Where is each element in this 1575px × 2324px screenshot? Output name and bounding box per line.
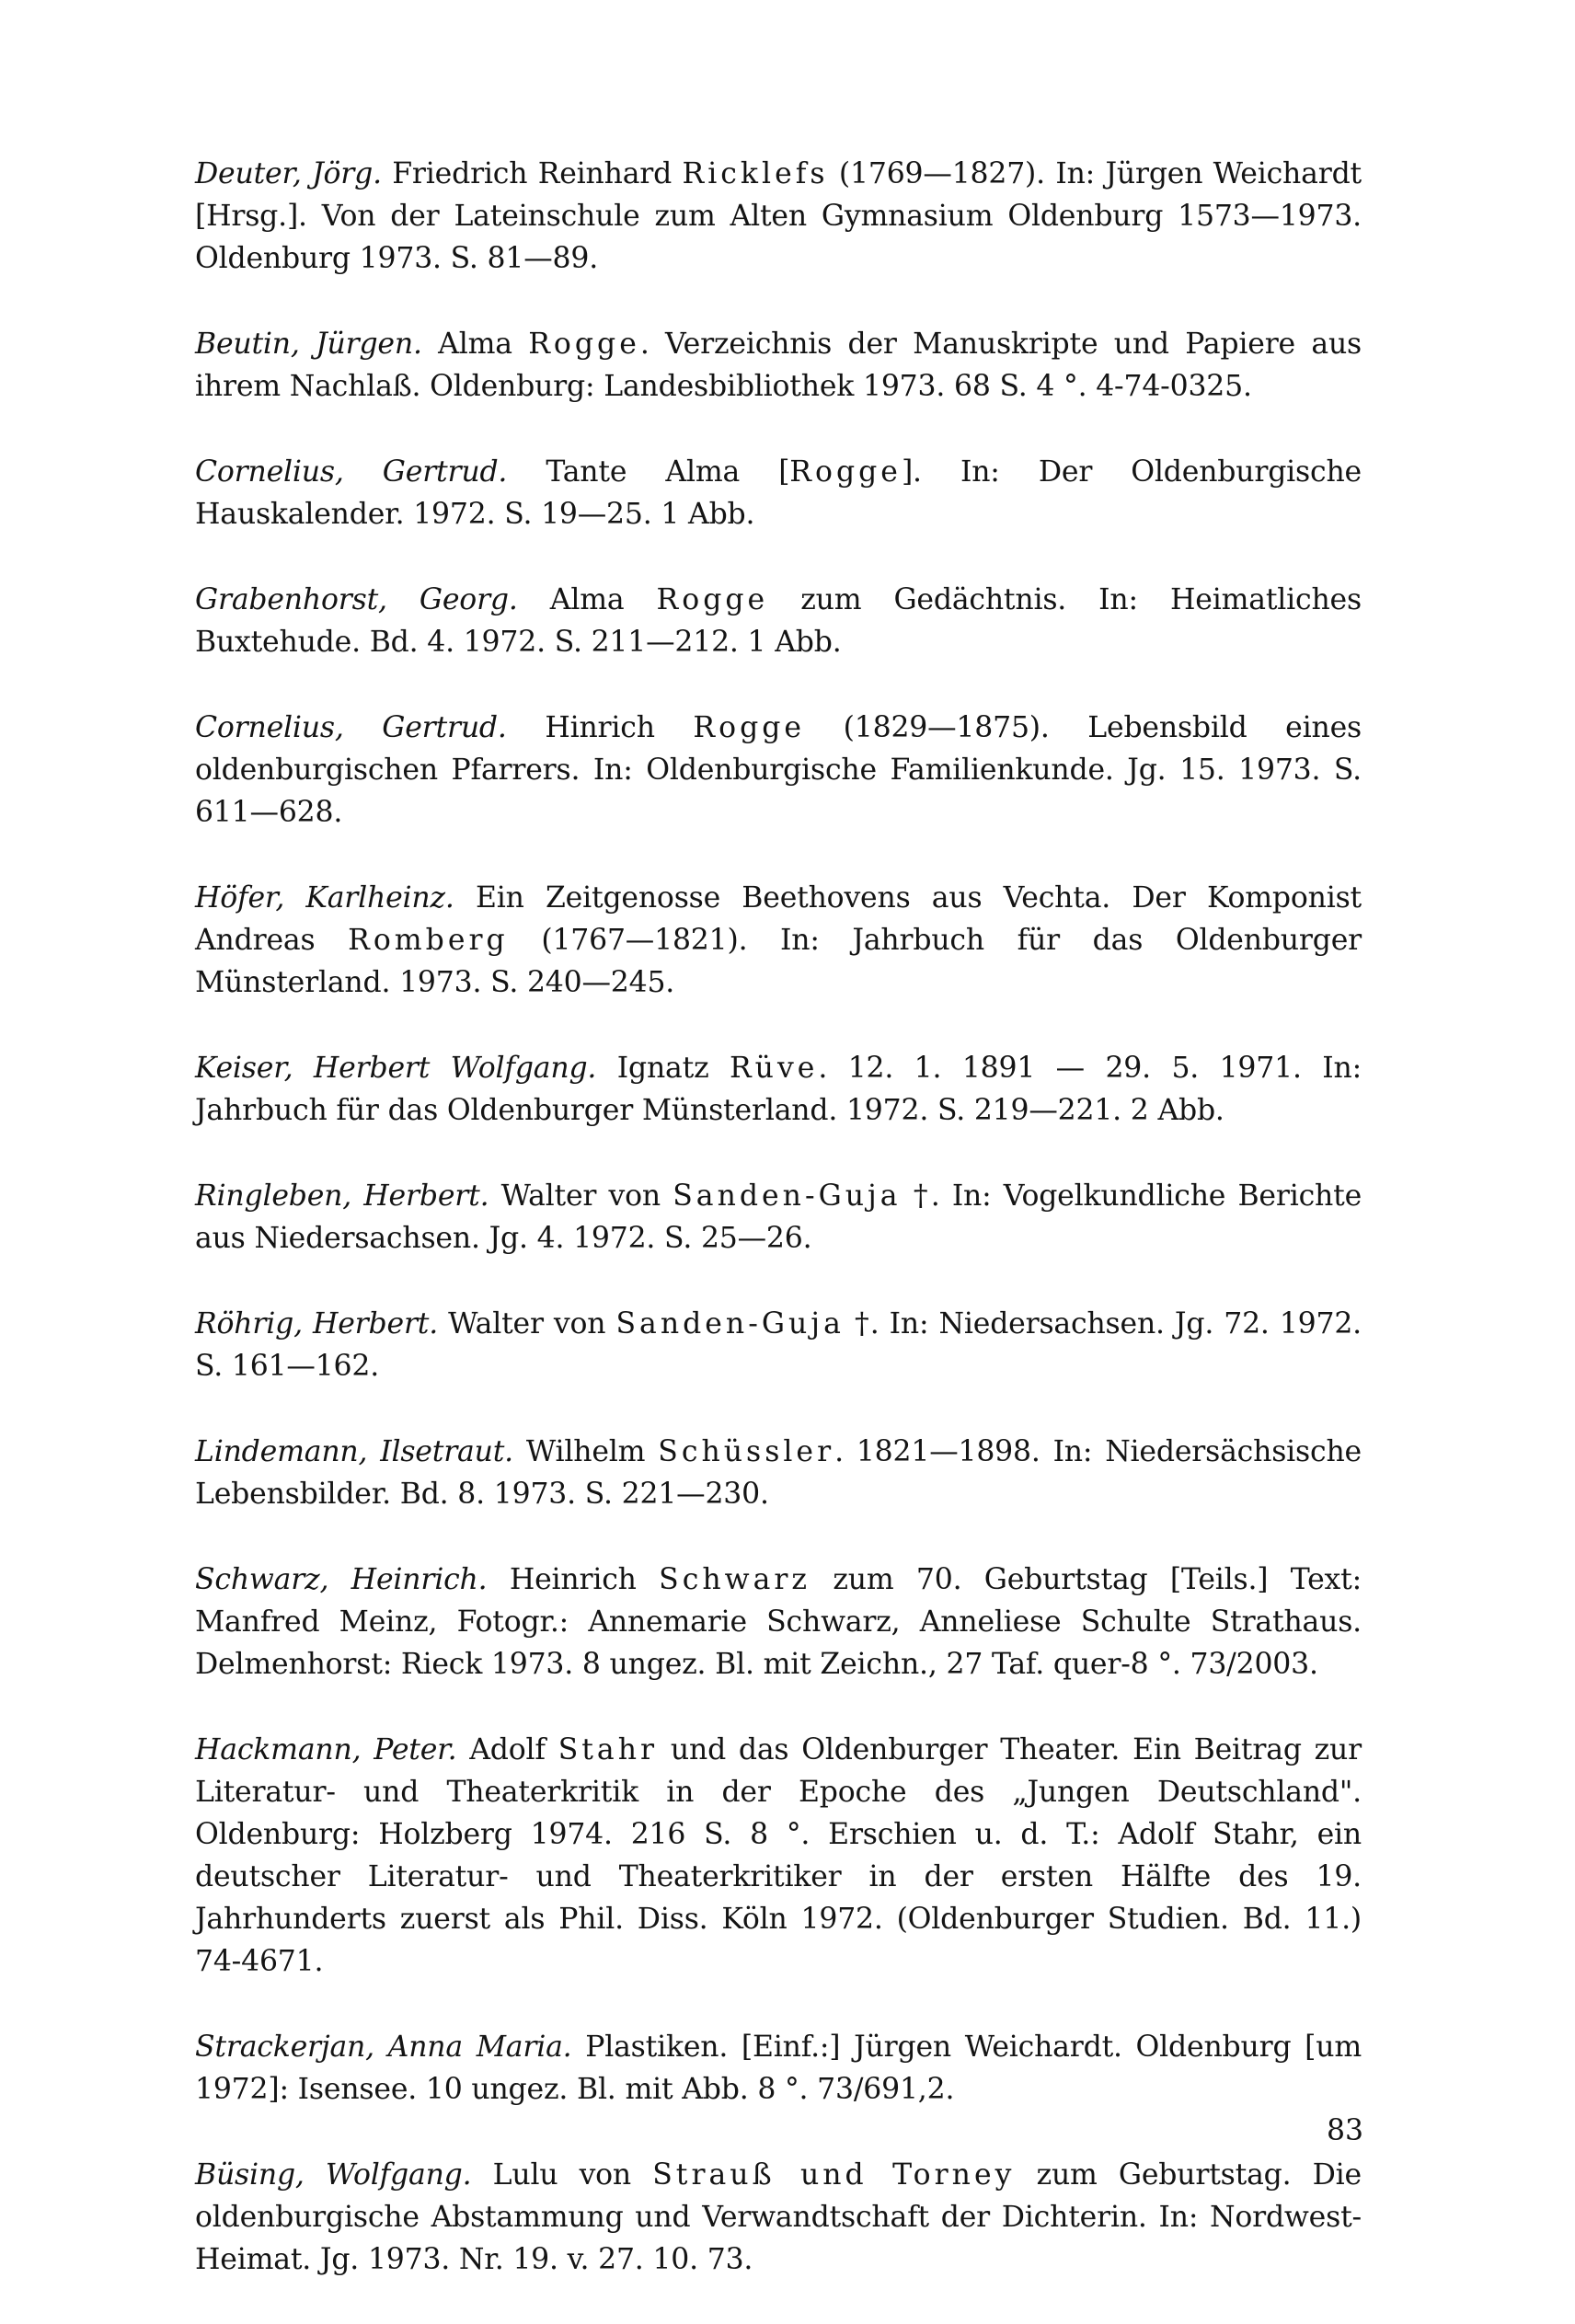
entry-title-start: Lulu von [492,2158,653,2192]
entry-author: Lindemann, Ilsetraut. [195,1435,513,1468]
bibliography-entry [195,323,1362,408]
entry-title-rest: ]. In: Der Oldenburgische Hauskalender. 1972. S. 19—25. 1 Abb. [195,455,1362,531]
entry-title-start: Friedrich Reinhard [392,157,683,190]
entry-text [195,579,1362,663]
bibliography-entry [195,2154,1362,2281]
bibliography-list [195,153,1362,2324]
entry-title-rest: . Verzeichnis der Manuskripte und Papiere aus ihrem Nachlaß. Oldenburg: Landesbibliothek 1973. 68 S. 4 °. 4-74-0325. [195,328,1362,403]
entry-subject-name: Strauß und Torney [652,2158,1016,2192]
entry-title-start: Wilhelm [525,1435,659,1468]
entry-title-start: Alma [438,328,529,361]
entry-title-start: Plastiken. [Einf.:] Jürgen Weichardt. Oldenburg [um 1972]: Isensee. 10 ungez. Bl. mit Abb. 8 °. 73/691,2. [195,2031,1362,2106]
entry-title-rest: (1829—1875). Lebensbild eines oldenburgischen Pfarrers. In: Oldenburgische Familienkunde. Jg. 15. 1973. S. 611—628. [195,711,1362,829]
entry-subject-name: Rüve [729,1052,819,1085]
entry-text [195,2154,1362,2281]
entry-author: Höfer, Karlheinz. [195,881,454,915]
bibliography-entry [195,1303,1362,1387]
entry-subject-name: Romberg [348,924,509,957]
entry-title-start: Tante Alma [ [546,455,790,489]
entry-text [195,707,1362,834]
entry-title-rest: zum Geburtstag. Die oldenburgische Abstammung und Verwandtschaft der Dichterin. In: Nordwest-Heimat. Jg. 1973. Nr. 19. v. 27. 10. 73. [195,2158,1362,2276]
bibliography-entry [195,451,1362,535]
entry-title-rest: (1767—1821). In: Jahrbuch für das Oldenburger Münsterland. 1973. S. 240—245. [195,924,1362,999]
bibliography-entry [195,1729,1362,1983]
entry-author: Schwarz, Heinrich. [195,1563,488,1596]
bibliography-entry [195,1047,1362,1132]
bibliography-entry [195,579,1362,663]
entry-title-start: Alma [549,583,657,616]
entry-text [195,1729,1362,1983]
bibliography-entry [195,1559,1362,1685]
entry-author: Cornelius, Gertrud. [195,711,507,744]
entry-subject-name: Rogge [693,711,806,744]
entry-text [195,451,1362,535]
entry-text [195,1175,1362,1260]
entry-subject-name: Ricklefs [682,157,829,190]
entry-text [195,2026,1362,2111]
entry-text [195,1303,1362,1387]
entry-subject-name: Schwarz [659,1563,811,1596]
bibliography-entry [195,1431,1362,1515]
entry-title-rest: . 12. 1. 1891 — 29. 5. 1971. In: Jahrbuch für das Oldenburger Münsterland. 1972. S. 219—221. 2 Abb. [195,1052,1362,1127]
entry-text [195,1559,1362,1685]
entry-title-start: Adolf [469,1733,558,1766]
entry-title-start: Walter von [448,1307,616,1340]
entry-subject-name: Sanden-Guja [673,1179,902,1213]
entry-title-start: Walter von [500,1179,673,1213]
entry-text [195,1431,1362,1515]
bibliography-entry [195,707,1362,834]
entry-title-rest: †. In: Vogelkundliche Berichte aus Niedersachsen. Jg. 4. 1972. S. 25—26. [195,1179,1362,1255]
entry-author: Büsing, Wolfgang. [195,2158,472,2192]
entry-title-rest: zum Gedächtnis. In: Heimatliches Buxtehude. Bd. 4. 1972. S. 211—212. 1 Abb. [195,583,1362,659]
entry-title-start: Ein Zeitgenosse Beethovens aus Vechta. Der Komponist Andreas [195,881,1362,957]
entry-subject-name: Rogge [528,328,640,361]
entry-subject-name: Stahr [558,1733,659,1766]
bibliography-entry [195,153,1362,280]
entry-subject-name: Rogge [656,583,769,616]
entry-title-start: Ignatz [616,1052,730,1085]
entry-title-start: Heinrich [509,1563,660,1596]
entry-text [195,877,1362,1004]
entry-text [195,153,1362,280]
entry-title-rest: zum 70. Geburtstag [Teils.] Text: Manfred Meinz, Fotogr.: Annemarie Schwarz, Anneliese Schulte Strathaus. Delmenhorst: Rieck 1973. 8 ungez. Bl. mit Zeichn., 27 Taf. quer-8 °. 73/2003. [195,1563,1362,1681]
entry-author: Keiser, Herbert Wolfgang. [195,1052,597,1085]
bibliography-entry [195,2026,1362,2111]
entry-subject-name: Rogge [789,455,902,489]
entry-author: Strackerjan, Anna Maria. [195,2031,572,2064]
entry-title-rest: und das Oldenburger Theater. Ein Beitrag zur Literatur- und Theaterkritik in der Epoche des „Jungen Deutschland". Oldenburg: Holzberg 1974. 216 S. 8 °. Erschien u. d. T.: Adolf Stahr, ein deutscher Literatur- und Theaterkritiker in der ersten Hälfte des 19. Jahrhunderts zuerst als Phil. Diss. Köln 1972. (Oldenburger Studien. Bd. 11.) 74-4671. [195,1733,1362,1978]
entry-title-rest: (1769—1827). In: Jürgen Weichardt [Hrsg.]. Von der Lateinschule zum Alten Gymnasium Oldenburg 1573—1973. Oldenburg 1973. S. 81—89. [195,157,1362,275]
entry-title-rest: †. In: Niedersachsen. Jg. 72. 1972. S. 161—162. [195,1307,1362,1383]
entry-author: Deuter, Jörg. [195,157,382,190]
entry-title-start: Hinrich [545,711,694,744]
bibliography-entry [195,1175,1362,1260]
entry-author: Beutin, Jürgen. [195,328,422,361]
entry-author: Röhrig, Herbert. [195,1307,439,1340]
entry-text [195,1047,1362,1132]
entry-title-rest: . 1821—1898. In: Niedersächsische Lebensbilder. Bd. 8. 1973. S. 221—230. [195,1435,1362,1511]
entry-text [195,323,1362,408]
entry-author: Grabenhorst, Georg. [195,583,518,616]
entry-subject-name: Schüssler [658,1435,835,1468]
entry-author: Hackmann, Peter. [195,1733,457,1766]
entry-author: Ringleben, Herbert. [195,1179,489,1213]
page-number: 83 [1327,2114,1364,2147]
entry-author: Cornelius, Gertrud. [195,455,508,489]
entry-subject-name: Sanden-Guja [615,1307,845,1340]
bibliography-entry [195,877,1362,1004]
